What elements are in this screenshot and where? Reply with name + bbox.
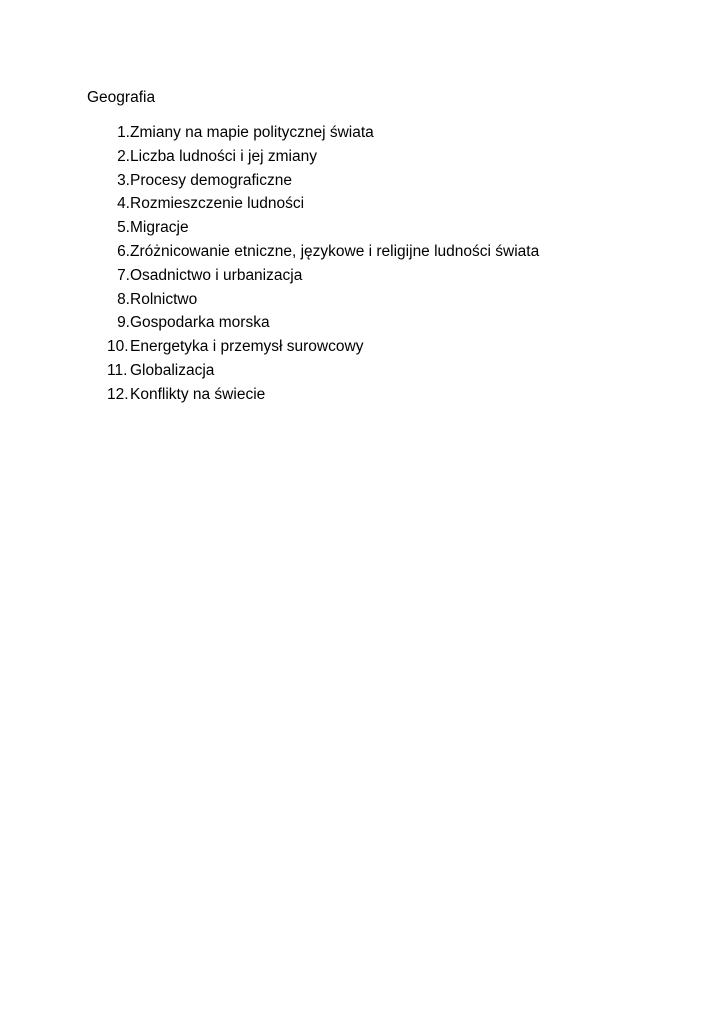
list-item-number: 4. [117,195,130,213]
list-item-number: 12. [107,385,129,403]
list-item-number: 5. [117,219,130,237]
list-item-text: Zmiany na mapie politycznej świata [130,124,374,141]
list-item-number: 8. [117,290,130,308]
list-item-number: 10. [107,338,129,356]
list-item-text: Konflikty na świecie [130,385,266,403]
list-item-text: Osadnictwo i urbanizacja [130,266,303,284]
list-item-number: 9. [117,314,130,332]
list-item-text: Gospodarka morska [130,314,270,332]
list-item-text: Rolnictwo [130,290,198,308]
list-item-number: 6. [117,242,130,260]
list-item-number: 7. [117,266,130,284]
list-item-text: Migracje [130,219,189,237]
list-item-number: 1. [117,124,130,141]
list-item-text: Energetyka i przemysł surowcowy [130,338,364,356]
document-title: Geografia [87,89,156,106]
list-item-number: 2. [117,147,130,165]
list-item-text: Rozmieszczenie ludności [130,195,305,213]
list-item-text: Globalizacja [130,361,215,379]
list-item-text: Procesy demograficzne [130,171,292,189]
list-item-text: Zróżnicowanie etniczne, językowe i religijne ludności świata [130,242,540,260]
list-item-number: 11. [107,361,128,379]
list-item-text: Liczba ludności i jej zmiany [130,147,317,165]
list-item-number: 3. [117,171,130,189]
